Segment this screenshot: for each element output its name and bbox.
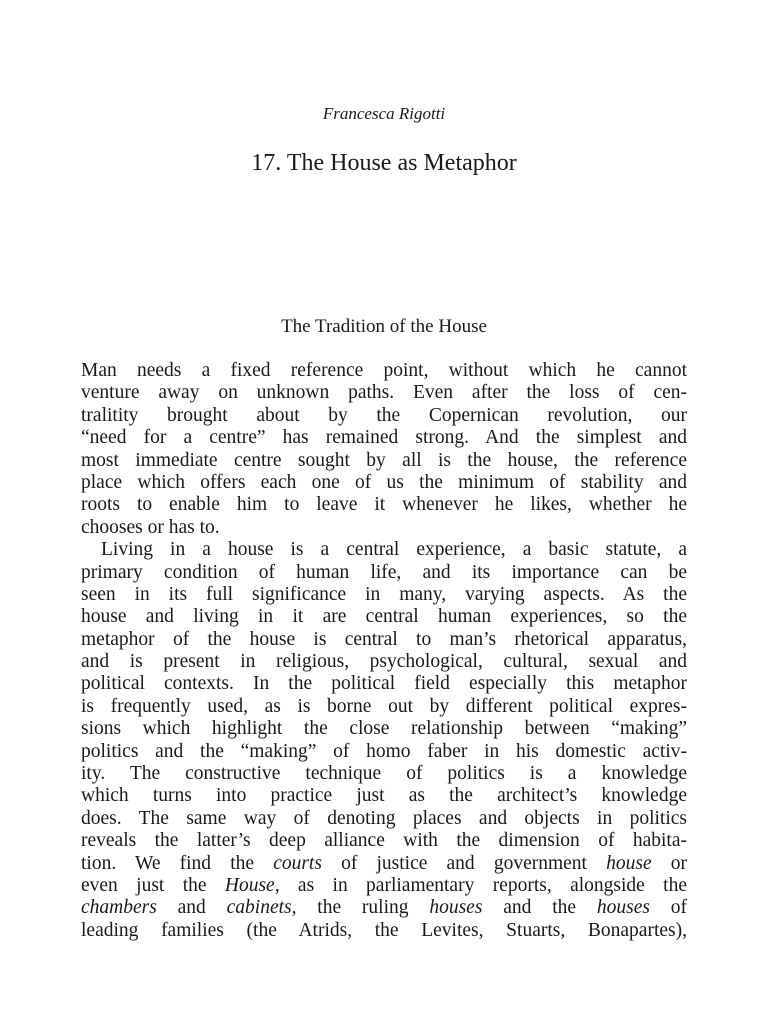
text-line (81, 629, 687, 651)
text-line (81, 785, 687, 807)
text-line (81, 562, 687, 584)
text-segment: metaphor of the house is central to man’s rhetorical apparatus, (81, 628, 687, 650)
text-segment: does. The same way of denoting places and objects in politics (81, 807, 687, 829)
text-segment: chooses or has to. (81, 516, 220, 538)
chapter-title: 17. The House as Metaphor (251, 150, 517, 176)
text-line (81, 763, 687, 785)
italic-term: houses (596, 897, 650, 919)
text-line (81, 875, 687, 897)
text-segment: ity. The constructive technique of politics is a knowledge (81, 763, 687, 785)
text-segment: venture away on unknown paths. Even after the loss of cen- (81, 382, 687, 404)
text-segment: Living in a house is a central experience, a basic statute, a (101, 539, 687, 561)
text-line (81, 830, 687, 852)
text-line (81, 427, 687, 449)
text-line (81, 405, 687, 427)
text-segment: politics and the “making” of homo faber in his domestic activ- (81, 740, 687, 762)
text-segment: Man needs a fixed reference point, without which he cannot (81, 360, 687, 381)
text-segment: , as in parliamentary reports, alongside the (274, 874, 687, 896)
text-segment: or (651, 852, 687, 874)
text-line (81, 472, 687, 494)
author-name: Francesca Rigotti (322, 104, 446, 123)
text-segment: leading families (the Atrids, the Levites, Stuarts, Bonapartes), (81, 919, 687, 941)
text-segment: reveals the latter’s deep alliance with the dimension of habita- (81, 830, 687, 852)
text-segment: tion. We find the (81, 852, 274, 874)
text-segment: place which offers each one of us the minimum of stability and (81, 471, 687, 493)
text-line (81, 450, 687, 472)
text-segment: house and living in it are central human experiences, so the (81, 606, 687, 628)
body-text (81, 360, 687, 942)
text-segment: roots to enable him to leave it whenever he likes, whether he (81, 494, 687, 516)
text-line (81, 382, 687, 404)
text-segment: , the ruling (291, 897, 430, 919)
italic-term: cabinets (226, 897, 292, 919)
text-segment: “need for a centre” has remained strong. And the simplest and (81, 427, 687, 449)
text-line (81, 360, 687, 382)
text-segment: political contexts. In the political field especially this metaphor (81, 673, 687, 695)
text-line (81, 494, 687, 516)
text-line (81, 718, 687, 740)
text-segment: seen in its full significance in many, varying aspects. As the (81, 583, 687, 605)
section-heading: The Tradition of the House (281, 316, 487, 337)
text-segment: of (649, 897, 688, 919)
text-segment: primary condition of human life, and its importance can be (81, 561, 687, 583)
text-segment: which turns into practice just as the architect’s knowledge (81, 785, 687, 807)
text-segment: tralitity brought about by the Copernican revolution, our (81, 404, 687, 426)
text-line (81, 673, 687, 695)
text-line (81, 606, 687, 628)
italic-term: houses (429, 897, 483, 919)
text-line (81, 696, 687, 718)
text-line (81, 584, 687, 606)
text-segment: and (156, 897, 227, 919)
text-line (81, 897, 687, 919)
text-line (81, 853, 687, 875)
text-segment: most immediate centre sought by all is the house, the reference (81, 449, 687, 471)
italic-term: house (606, 852, 652, 874)
text-segment: is frequently used, as is borne out by different political expres- (81, 695, 687, 717)
text-line (81, 741, 687, 763)
italic-term: chambers (81, 897, 157, 919)
text-line (81, 808, 687, 830)
text-segment: of justice and government (321, 852, 607, 874)
text-line (81, 539, 687, 561)
text-line (81, 651, 687, 673)
text-segment: and the (482, 897, 597, 919)
text-line (81, 517, 687, 539)
text-segment: and is present in religious, psychological, cultural, sexual and (81, 651, 687, 673)
italic-term: House (224, 874, 275, 896)
text-line (81, 920, 687, 942)
text-segment: sions which highlight the close relationship between “making” (81, 718, 687, 740)
italic-term: courts (273, 852, 322, 874)
text-segment: even just the (81, 874, 225, 896)
